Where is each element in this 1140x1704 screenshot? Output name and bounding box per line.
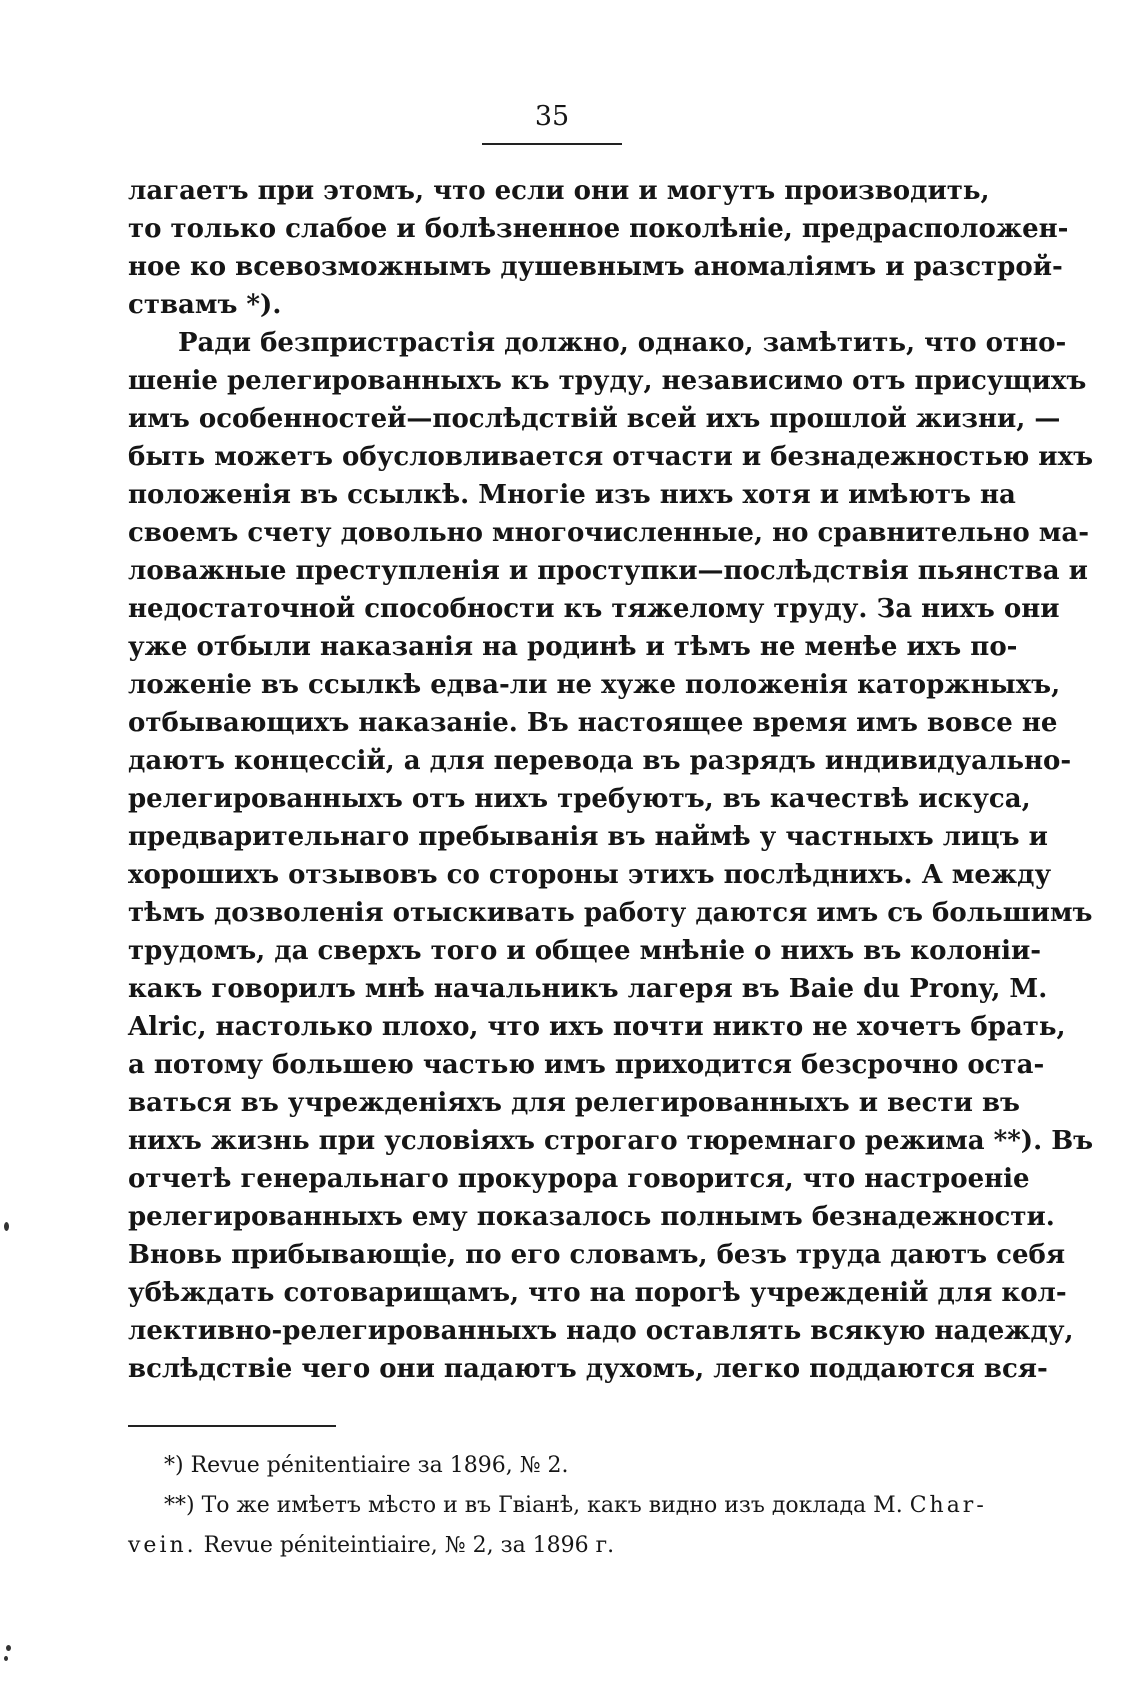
text-line: какъ говорилъ мнѣ начальникъ лагеря въ Baie du Prony, M.: [128, 974, 1048, 1004]
header-rule: [482, 143, 622, 145]
page-number: 35: [534, 101, 570, 132]
text-line: ное ко всевозможнымъ душевнымъ аномаліямъ и разстрой-: [128, 252, 1063, 282]
text-line: даютъ концессій, а для перевода въ разрядъ индивидуально-: [128, 746, 1072, 776]
footnote-2-author-end: vein.: [128, 1533, 197, 1558]
text-line: трудомъ, да сверхъ того и общее мнѣніе о нихъ въ колоніи-: [128, 936, 1042, 966]
text-line: недостаточной способности къ тяжелому труду. За нихъ они: [128, 594, 1060, 624]
text-line: релегированныхъ ему показалось полнымъ безнадежности.: [128, 1202, 1055, 1232]
text-line: быть можетъ обусловливается отчасти и безнадежностью ихъ: [128, 442, 1094, 472]
text-line: отчетѣ генеральнаго прокурора говорится, что настроеніе: [128, 1164, 1030, 1194]
margin-speck: [4, 1222, 9, 1231]
text-line: уже отбыли наказанія на родинѣ и тѣмъ не менѣе ихъ по-: [128, 632, 1018, 662]
footnote-2-line-1: [128, 1486, 987, 1526]
footnotes: [128, 1446, 987, 1566]
text-line: предварительнаго пребыванія въ наймѣ у частныхъ лицъ и: [128, 822, 1048, 852]
text-line: шеніе релегированныхъ къ труду, независимо отъ присущихъ: [128, 366, 1087, 396]
text-line: ствамъ *).: [128, 290, 282, 320]
text-line: Вновь прибывающіе, по его словамъ, безъ труда даютъ себя: [128, 1240, 1066, 1270]
text-line: тѣмъ дозволенія отыскивать работу даются имъ съ большимъ: [128, 898, 1093, 928]
text-line: релегированныхъ отъ нихъ требуютъ, въ качествѣ искуса,: [128, 784, 1031, 814]
footnote-2-author: Char-: [909, 1493, 987, 1518]
margin-speck: [4, 1656, 8, 1661]
text-line: положенія въ ссылкѣ. Многіе изъ нихъ хотя и имѣютъ на: [128, 480, 1016, 510]
text-line: ловажные преступленія и проступки—послѣдствія пьянства и: [128, 556, 1088, 586]
text-line: Ради безпристрастія должно, однако, замѣтить, что отно-: [178, 328, 1067, 358]
body-text: [128, 172, 1094, 1388]
text-line: ложеніе въ ссылкѣ едва-ли не хуже положенія каторжныхъ,: [128, 670, 1061, 700]
footnote-1: *) Revue pénitentiaire за 1896, № 2.: [164, 1453, 569, 1478]
text-line: лективно-релегированныхъ надо оставлять всякую надежду,: [128, 1316, 1074, 1346]
footnote-2-text: **) То же имѣетъ мѣсто и въ Гвіанѣ, какъ видно изъ доклада M.: [164, 1493, 903, 1518]
footnote-2-source: Revue péniteintiaire, № 2, за 1896 г.: [203, 1533, 615, 1558]
footnote-rule: [128, 1425, 336, 1427]
text-line: имъ особенностей—послѣдствій всей ихъ прошлой жизни, —: [128, 404, 1061, 434]
text-line: то только слабое и болѣзненное поколѣніе, предрасположен-: [128, 214, 1069, 244]
text-line: Alric, настолько плохо, что ихъ почти никто не хочетъ брать,: [128, 1012, 1066, 1042]
margin-speck: [6, 1645, 11, 1651]
text-line: вслѣдствіе чего они падаютъ духомъ, легко поддаются вся-: [128, 1354, 1048, 1384]
text-line: ваться въ учрежденіяхъ для релегированныхъ и вести въ: [128, 1088, 1020, 1118]
text-line: нихъ жизнь при условіяхъ строгаго тюремнаго режима **). Въ: [128, 1126, 1094, 1156]
text-line: отбывающихъ наказаніе. Въ настоящее время имъ вовсе не: [128, 708, 1058, 738]
text-line: а потому большею частью имъ приходится безсрочно оста-: [128, 1050, 1045, 1080]
text-line: лагаетъ при этомъ, что если они и могутъ производить,: [128, 176, 990, 206]
text-line: хорошихъ отзывовъ со стороны этихъ послѣднихъ. А между: [128, 860, 1052, 890]
text-line: своемъ счету довольно многочисленные, но сравнительно ма-: [128, 518, 1090, 548]
footnote-2-line-2: [128, 1526, 982, 1566]
text-line: убѣждать сотоварищамъ, что на порогѣ учрежденій для кол-: [128, 1278, 1067, 1308]
